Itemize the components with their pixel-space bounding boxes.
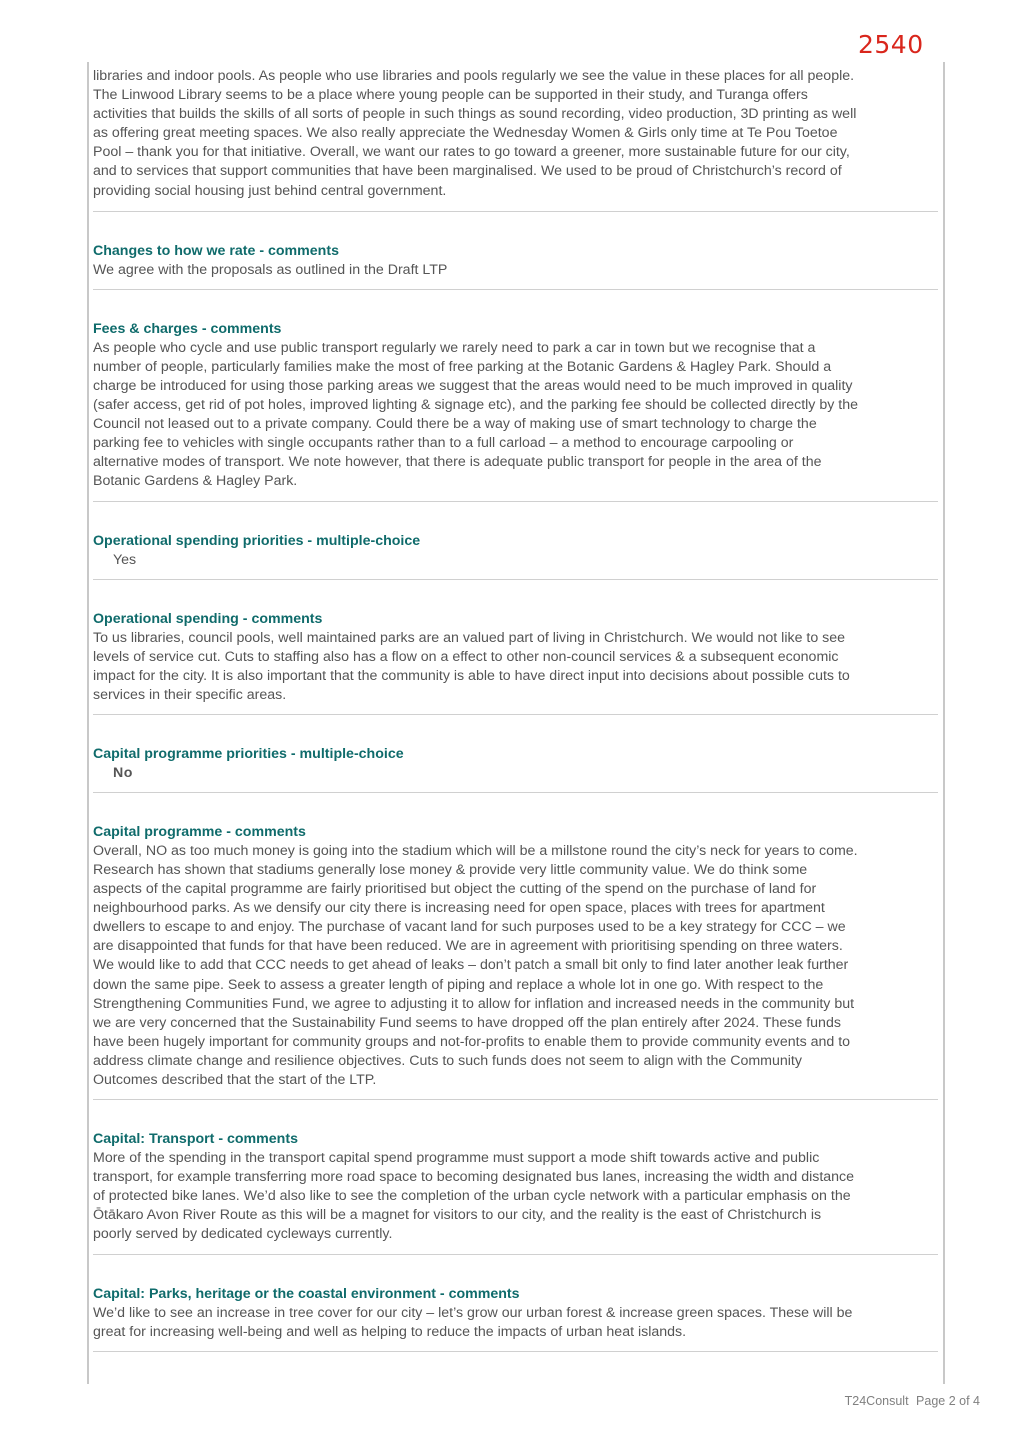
section-changes-to-rating [93, 212, 938, 290]
section-heading: Capital: Parks, heritage or the coastal environment - comments [93, 1285, 520, 1302]
section-body: Overall, NO as too much money is going into the stadium which will be a millstone round the city’s neck for years to come. Research has shown that stadiums generally lose money & provide very little community value. We do think some aspects of the capital programme are fairly prioritised but object the cutting of the spend on the purchase of land for neighbourhood parks. As we densify our city there is increasing need for open space, places with trees for apartment dwellers to escape to and enjoy. The purchase of vacant land for such purposes used to be a key strategy for CCC – we are disappointed that funds for that have been reduced. We are in agreement with prioritising spending on three waters. We would like to add that CCC needs to get ahead of leaks – don’t patch a small bit only to find later another leak further down the same pipe. Seek to assess a greater length of piping and replace a whole lot in one go. With respect to the Strengthening Communities Fund, we agree to adjusting it to allow for inflation and increased needs in the community but we are very concerned that the Sustainability Fund seems to have dropped off the plan entirely after 2024. These funds have been hugely important for community groups and not-for-profits to enable them to provide community events and to address climate change and resilience objectives. Cuts to such funds does not seem to align with the Community Outcomes described that the start of the LTP. [93, 842, 858, 1088]
page-footer [841, 1394, 980, 1408]
section-heading: Fees & charges - comments [93, 320, 282, 337]
section-capital-priorities [93, 715, 938, 793]
submission-content [93, 67, 935, 1352]
footer-app-name: T24Consult [844, 1394, 909, 1408]
section-capital-parks [93, 1255, 938, 1352]
section-heading: Capital: Transport - comments [93, 1131, 298, 1148]
section-body: We agree with the proposals as outlined in the Draft LTP [93, 261, 448, 278]
section-capital-programme [93, 793, 938, 1100]
document-stamp-number: 2540 [858, 30, 924, 59]
section-body: As people who cycle and use public transport regularly we rarely need to park a car in town but we recognise that a number of people, particularly families make the most of free parking at the Botanic Gardens & Hagley Park. Should a charge be introduced for using those parking areas we suggest that the areas would need to be much improved in quality (safer access, get rid of pot holes, improved lighting & signage etc), and the parking fee should be collected directly by the Council not leased out to a private company. Could there be a way of making use of smart technology to charge the parking fee to vehicles with single occupants rather than to a full carload – a method to encourage carpooling or alternative modes of transport. We note however, that there is adequate public transport for people in the area of the Botanic Gardens & Hagley Park. [93, 339, 858, 490]
footer-page-number: Page 2 of 4 [916, 1394, 980, 1408]
intro-section [93, 67, 938, 212]
section-heading: Capital programme - comments [93, 823, 306, 840]
section-body: To us libraries, council pools, well maintained parks are an valued part of living in Christchurch. We would not like to see levels of service cut. Cuts to staffing also has a flow on a effect to other non-council services & a subsequent economic impact for the city. It is also important that the community is able to have direct input into decisions about possible cuts to services in their specific areas. [93, 629, 850, 703]
section-fees-charges [93, 290, 938, 502]
section-heading: Capital programme priorities - multiple-choice [93, 745, 404, 762]
section-capital-transport [93, 1100, 938, 1254]
section-body: We’d like to see an increase in tree cover for our city – let’s grow our urban forest & increase green spaces. These will be great for increasing well-being and well as helping to reduce the impacts of urban heat islands. [93, 1304, 853, 1340]
intro-text: libraries and indoor pools. As people who use libraries and pools regularly we see the value in these places for all people. The Linwood Library seems to be a place where young people can be supported in their study, and Turanga offers activities that builds the skills of all sorts of people in such things as sound recording, video production, 3D printing as well as offering great meeting spaces. We also really appreciate the Wednesday Women & Girls only time at Te Pou Toetoe Pool – thank you for that initiative. Overall, we want our rates to go toward a greener, more sustainable future for our city, and to services that support communities that have been marginalised. We used to be proud of Christchurch’s record of providing social housing just behind central government. [93, 68, 857, 199]
section-heading: Changes to how we rate - comments [93, 242, 339, 259]
section-operational-priorities [93, 502, 938, 580]
multiple-choice-answer: No [113, 764, 133, 781]
section-heading: Operational spending priorities - multiple-choice [93, 532, 421, 549]
section-heading: Operational spending - comments [93, 610, 323, 627]
section-operational-spending [93, 580, 938, 715]
multiple-choice-answer: Yes [113, 551, 137, 568]
section-body: More of the spending in the transport capital spend programme must support a mode shift towards active and public transport, for example transferring more road space to becoming designated bus lanes, increasing the width and distance of protected bike lanes. We’d also like to see the completion of the urban cycle network with a particular emphasis on the Ōtākaro Avon River Route as this will be a magnet for visitors to our city, and the reality is the east of Christchurch is poorly served by dedicated cycleways currently. [93, 1150, 855, 1243]
